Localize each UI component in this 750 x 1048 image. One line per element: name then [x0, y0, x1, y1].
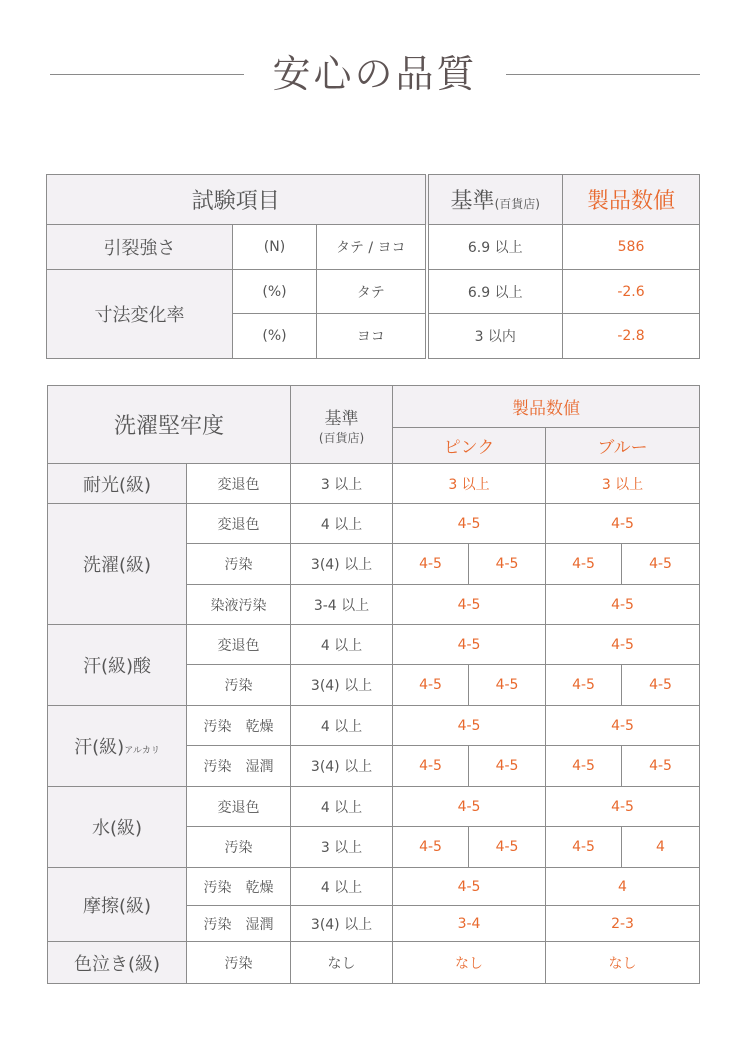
blue-value: 4-5 — [546, 827, 622, 868]
standard-cell: 3(4) 以上 — [291, 906, 393, 942]
table-header-row — [48, 386, 700, 428]
blue-value: 4 — [546, 868, 700, 906]
standard-cell: なし — [291, 942, 393, 984]
standard-cell: 6.9 以上 — [427, 225, 563, 270]
test-cell: 汚染 — [187, 942, 291, 984]
test-cell: 汚染 乾燥 — [187, 868, 291, 906]
standard-cell: 3 以上 — [291, 827, 393, 868]
standard-cell: 3 以内 — [427, 314, 563, 359]
table-row — [48, 787, 700, 827]
group-label-light: 耐光(級) — [48, 464, 187, 504]
blue-value: 4-5 — [546, 746, 622, 787]
standard-cell: 6.9 以上 — [427, 270, 563, 314]
pink-value: 4-5 — [393, 625, 546, 665]
group-label-wash: 洗濯(級) — [48, 504, 187, 625]
blue-value: 4-5 — [622, 746, 700, 787]
test-cell: 汚染 — [187, 544, 291, 585]
row-label: 寸法変化率 — [47, 270, 233, 359]
blue-value: 3 以上 — [546, 464, 700, 504]
test-cell: 変退色 — [187, 504, 291, 544]
table-row — [48, 625, 700, 665]
blue-value: 4-5 — [546, 665, 622, 706]
unit-cell: (N) — [233, 225, 317, 270]
pink-value: 4-5 — [393, 868, 546, 906]
test-cell: 変退色 — [187, 464, 291, 504]
standard-cell: 4 以上 — [291, 706, 393, 746]
value-cell: -2.8 — [563, 314, 700, 359]
table-row — [48, 504, 700, 544]
table-header-row — [47, 175, 700, 225]
table-row — [48, 464, 700, 504]
value-cell: 586 — [563, 225, 700, 270]
standard-header: 基準 (百貨店) — [291, 386, 393, 464]
group-label-sweat-alkali: 汗(級)アルカリ — [48, 706, 187, 787]
pink-value: 4-5 — [393, 504, 546, 544]
blue-value: 4-5 — [546, 625, 700, 665]
group-label-bleed: 色泣き(級) — [48, 942, 187, 984]
value-cell: -2.6 — [563, 270, 700, 314]
pink-value: 4-5 — [469, 746, 546, 787]
blue-header: ブルー — [546, 428, 700, 464]
pink-value: 3-4 — [393, 906, 546, 942]
pink-value: 4-5 — [393, 544, 469, 585]
test-cell: 汚染 乾燥 — [187, 706, 291, 746]
product-value-header: 製品数値 — [563, 175, 700, 225]
pink-value: 4-5 — [393, 585, 546, 625]
blue-value: 4 — [622, 827, 700, 868]
test-cell: 汚染 湿潤 — [187, 906, 291, 942]
table-row — [48, 942, 700, 984]
pink-value: 4-5 — [469, 544, 546, 585]
pink-value: 4-5 — [393, 746, 469, 787]
page-title-area — [0, 38, 750, 108]
blue-value: 4-5 — [546, 544, 622, 585]
test-item-header: 試験項目 — [47, 175, 427, 225]
group-label-water: 水(級) — [48, 787, 187, 868]
strength-test-table — [46, 174, 700, 359]
blue-value: 2-3 — [546, 906, 700, 942]
standard-cell: 3(4) 以上 — [291, 544, 393, 585]
title-divider-right — [506, 74, 700, 75]
pink-value: 4-5 — [393, 665, 469, 706]
test-cell: 染液汚染 — [187, 585, 291, 625]
pink-value: 4-5 — [393, 827, 469, 868]
blue-value: 4-5 — [546, 585, 700, 625]
standard-cell: 4 以上 — [291, 787, 393, 827]
blue-value: 4-5 — [546, 787, 700, 827]
blue-value: 4-5 — [622, 665, 700, 706]
group-label-rub: 摩擦(級) — [48, 868, 187, 942]
test-cell: 汚染 湿潤 — [187, 746, 291, 787]
test-cell: 汚染 — [187, 827, 291, 868]
standard-cell: 3-4 以上 — [291, 585, 393, 625]
table-row — [48, 868, 700, 906]
test-cell: 変退色 — [187, 787, 291, 827]
test-cell: 変退色 — [187, 625, 291, 665]
standard-cell: 3(4) 以上 — [291, 746, 393, 787]
unit-cell: (%) — [233, 314, 317, 359]
standard-header: 基準(百貨店) — [427, 175, 563, 225]
group-label-sweat-acid: 汗(級)酸 — [48, 625, 187, 706]
pink-value: なし — [393, 942, 546, 984]
pink-value: 4-5 — [393, 787, 546, 827]
standard-cell: 3 以上 — [291, 464, 393, 504]
fastness-header: 洗濯堅牢度 — [48, 386, 291, 464]
unit-cell: (%) — [233, 270, 317, 314]
product-value-header: 製品数値 — [393, 386, 700, 428]
pink-header: ピンク — [393, 428, 546, 464]
direction-cell: タテ — [317, 270, 427, 314]
table-row — [47, 270, 700, 314]
fastness-test-table — [47, 385, 700, 984]
test-cell: 汚染 — [187, 665, 291, 706]
blue-value: 4-5 — [546, 706, 700, 746]
blue-value: 4-5 — [622, 544, 700, 585]
blue-value: 4-5 — [546, 504, 700, 544]
standard-cell: 4 以上 — [291, 504, 393, 544]
pink-value: 4-5 — [469, 827, 546, 868]
standard-cell: 3(4) 以上 — [291, 665, 393, 706]
table-row — [47, 225, 700, 270]
pink-value: 4-5 — [393, 706, 546, 746]
pink-value: 3 以上 — [393, 464, 546, 504]
title-divider-left — [50, 74, 244, 75]
table-row — [48, 706, 700, 746]
standard-cell: 4 以上 — [291, 625, 393, 665]
direction-cell: ヨコ — [317, 314, 427, 359]
page-title: 安心の品質 — [272, 52, 478, 96]
pink-value: 4-5 — [469, 665, 546, 706]
standard-cell: 4 以上 — [291, 868, 393, 906]
direction-cell: タテ / ヨコ — [317, 225, 427, 270]
blue-value: なし — [546, 942, 700, 984]
row-label: 引裂強さ — [47, 225, 233, 270]
